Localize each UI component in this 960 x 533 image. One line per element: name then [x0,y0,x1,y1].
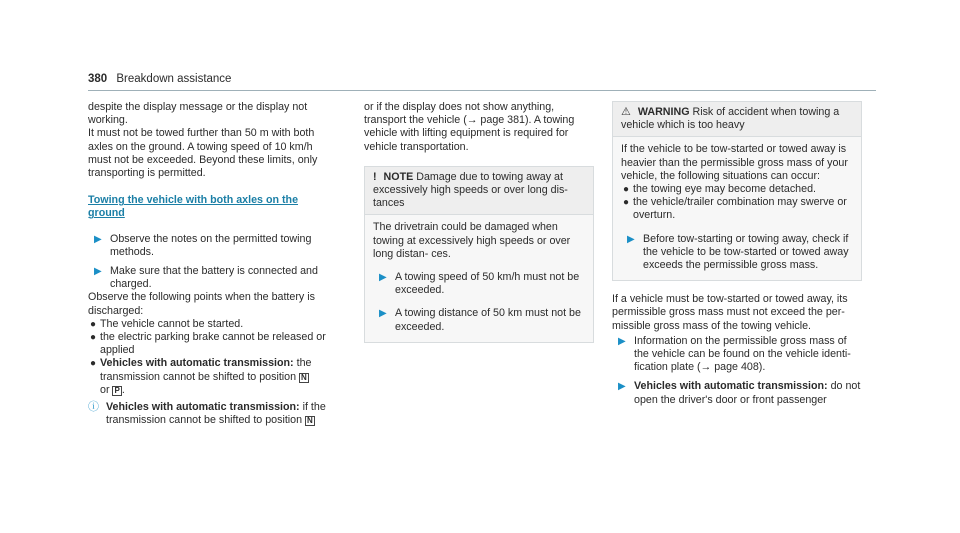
arrow-right-icon: ▶ [618,381,626,393]
step-item: ▶ Information on the permissible gross mass of the vehicle can be found on the vehicle identi- fication plate (→ page 408). [618,334,851,374]
column-3 [612,101,862,407]
info-note: ⓘ Vehicles with automatic transmission: if the transmission cannot be shifted to position N [88,401,326,427]
intro-text: despite the display message or the display not working. [88,101,308,127]
note-label: NOTE [383,170,414,183]
gear-p-symbol: P [114,385,120,395]
column-2 [364,101,594,343]
observe-text: Observe the following points when the battery is discharged: [88,291,315,317]
arrow-right-icon: ▶ [94,266,102,278]
bullet-icon: ● [90,332,97,344]
arrow-right-icon: ▶ [94,233,102,245]
bullet-item: ● The vehicle cannot be started. [90,317,244,330]
bullet-item: ● Vehicles with automatic transmission: the transmission cannot be shifted to position N or P . [90,357,312,396]
note-box [364,166,594,343]
warning-triangle-icon: ⚠ [621,106,631,118]
bullet-icon: ● [623,184,630,196]
gross-mass-text: If a vehicle must be tow-started or towed away, its permissible gross mass must not exceed the per- missible gross mass of the towing vehicle. [612,293,848,332]
note-body: The drivetrain could be damaged when towing at excessively high speeds or over long distan- ces. ▶ A towing speed of 50 km/h must not be exceeded. ▶ A towing distance of 50 km must not be exceeded. [365,215,593,341]
step-item: ▶ A towing distance of 50 km must not be exceeded. [379,307,581,333]
column-1 [88,101,328,427]
header-divider [88,90,876,91]
gear-n-symbol: N [301,372,307,382]
warning-title: Risk of accident when towing a vehicle which is too heavy [621,106,840,132]
bullet-icon: ● [90,318,97,330]
exclamation-icon: ! [373,170,377,183]
info-icon: ⓘ [88,401,99,414]
arrow-right-icon: ▶ [379,272,387,284]
towing-rule-text: It must not be towed further than 50 m with both axles on the ground. A towing speed of 10 km/h must not be exceeded. Beyond these limits, only transporting is permitted. [88,127,318,180]
page-number: 380 [88,73,108,85]
step-item: ▶ Observe the notes on the permitted towing methods. [94,232,312,258]
bullet-icon: ● [90,358,97,370]
bullet-item: ● the electric parking brake cannot be released or applied [90,331,326,357]
warning-box [612,101,862,281]
page-header [88,73,231,85]
step-item: ▶ Before tow-starting or towing away, check if the vehicle to be tow-started or towed away exceeds the permissible gross mass. [627,232,849,272]
warning-header [613,102,861,137]
warning-label: WARNING [637,106,690,118]
section-title: Breakdown assistance [116,73,232,85]
bullet-item: ● the towing eye may become detached. [623,183,816,196]
step-item: ▶ A towing speed of 50 km/h must not be exceeded. [379,271,580,297]
bullet-item: ● the vehicle/trailer combination may swerve or overturn. [623,196,847,222]
arrow-right-icon: ▶ [618,335,626,347]
arrow-right-icon: ▶ [379,308,387,320]
step-item: ▶ Make sure that the battery is connected and charged. [94,265,318,291]
arrow-right-icon: ▶ [627,233,635,245]
bullet-icon: ● [623,197,630,209]
warning-body: If the vehicle to be tow-started or towed away is heavier than the permissible gross mass of your vehicle, the following situations can occur: ● the towing eye may become detached. ● the vehicle/trailer combination may swerve or overturn. ▶ Before tow-starting or towing away, check if the vehicle to be tow-started or towed away exceeds the permissible gross mass. [613,137,861,280]
note-header [365,167,593,216]
step-item: ▶ Vehicles with automatic transmission: do not open the driver's door or front passenger [618,380,861,406]
section-heading: Towing the vehicle with both axles on the ground [88,194,299,220]
note-title: Damage due to towing away at excessively high speeds or over long dis- tances [373,170,568,210]
continuation-text: or if the display does not show anything, transport the vehicle (→ page 381). A towing vehicle with lifting equipment is required for vehicle transportation. [364,101,575,153]
gear-n-symbol: N [307,416,313,426]
